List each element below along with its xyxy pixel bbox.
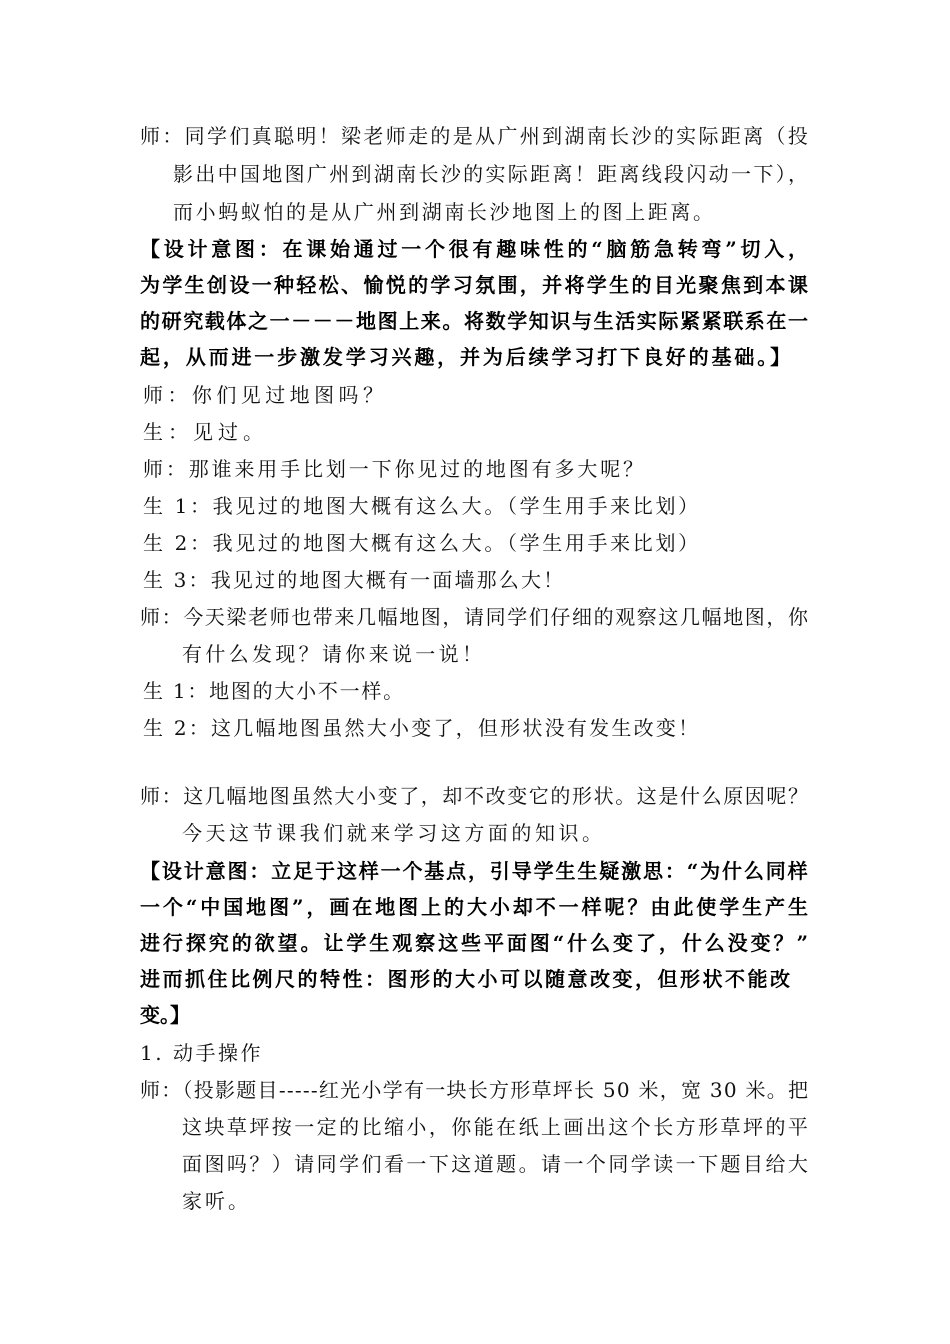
- dialogue-line: 师：这几幅地图虽然大小变了，却不改变它的形状。这是什么原因呢？: [140, 784, 810, 808]
- dialogue-line: 有什么发现？请你来说一说！: [182, 642, 486, 666]
- paragraph-line: 而小蚂蚁怕的是从广州到湖南长沙地图上的图上距离。: [173, 200, 716, 224]
- paragraph-line: 师：同学们真聪明！梁老师走的是从广州到湖南长沙的实际距离（投: [140, 124, 811, 148]
- design-intent-line: 进而抓住比例尺的特性：图形的大小可以随意改变，但形状不能改: [140, 967, 793, 991]
- dialogue-line: 家听。: [182, 1189, 251, 1213]
- design-intent-line: 进行探究的欲望。让学生观察这些平面图“什么变了，什么没变？”: [140, 931, 811, 955]
- dialogue-line: 师：（投影题目-----红光小学有一块长方形草坪长 50 米，宽 30 米。把: [140, 1078, 810, 1102]
- section-heading: 1. 动手操作: [140, 1041, 263, 1065]
- dialogue-line: 师：那谁来用手比划一下你见过的地图有多大呢？: [143, 457, 646, 481]
- dialogue-line: 师：你们见过地图吗？: [143, 383, 388, 407]
- dialogue-line: 生 2：这几幅地图虽然大小变了，但形状没有发生改变！: [143, 716, 701, 740]
- dialogue-line: 这块草坪按一定的比缩小，你能在纸上画出这个长方形草坪的平: [182, 1115, 811, 1139]
- dialogue-line: 面图吗？）请同学们看一下这道题。请一个同学读一下题目给大: [182, 1152, 811, 1176]
- design-intent-line: 【设计意图：在课始通过一个很有趣味性的“脑筋急转弯”切入，: [140, 237, 812, 261]
- design-intent-line: 变。】: [140, 1003, 190, 1027]
- dialogue-line: 生 1：我见过的地图大概有这么大。（学生用手来比划）: [143, 494, 701, 518]
- dialogue-line: 生：见过。: [143, 420, 268, 444]
- dialogue-line: 今天这节课我们就来学习这方面的知识。: [182, 821, 606, 845]
- design-intent-line: 的研究载体之一－－－地图上来。将数学知识与生活实际紧紧联系在一: [140, 309, 810, 333]
- design-intent-line: 起，从而进一步激发学习兴趣，并为后续学习打下良好的基础。】: [140, 345, 793, 369]
- dialogue-line: 生 2：我见过的地图大概有这么大。（学生用手来比划）: [143, 531, 701, 555]
- dialogue-line: 生 1：地图的大小不一样。: [143, 679, 405, 703]
- dialogue-line: 师：今天梁老师也带来几幅地图，请同学们仔细的观察这几幅地图，你: [140, 605, 810, 629]
- design-intent-line: 一个“中国地图”，画在地图上的大小却不一样呢？由此使学生产生: [140, 895, 811, 919]
- paragraph-line: 影出中国地图广州到湖南长沙的实际距离！距离线段闪动一下），: [173, 162, 811, 186]
- dialogue-line: 生 3：我见过的地图大概有一面墙那么大！: [143, 568, 566, 592]
- design-intent-line: 为学生创设一种轻松、愉悦的学习氛围，并将学生的目光聚焦到本课: [140, 273, 811, 297]
- design-intent-line: 【设计意图：立足于这样一个基点，引导学生生疑激思：“为什么同样: [140, 859, 810, 883]
